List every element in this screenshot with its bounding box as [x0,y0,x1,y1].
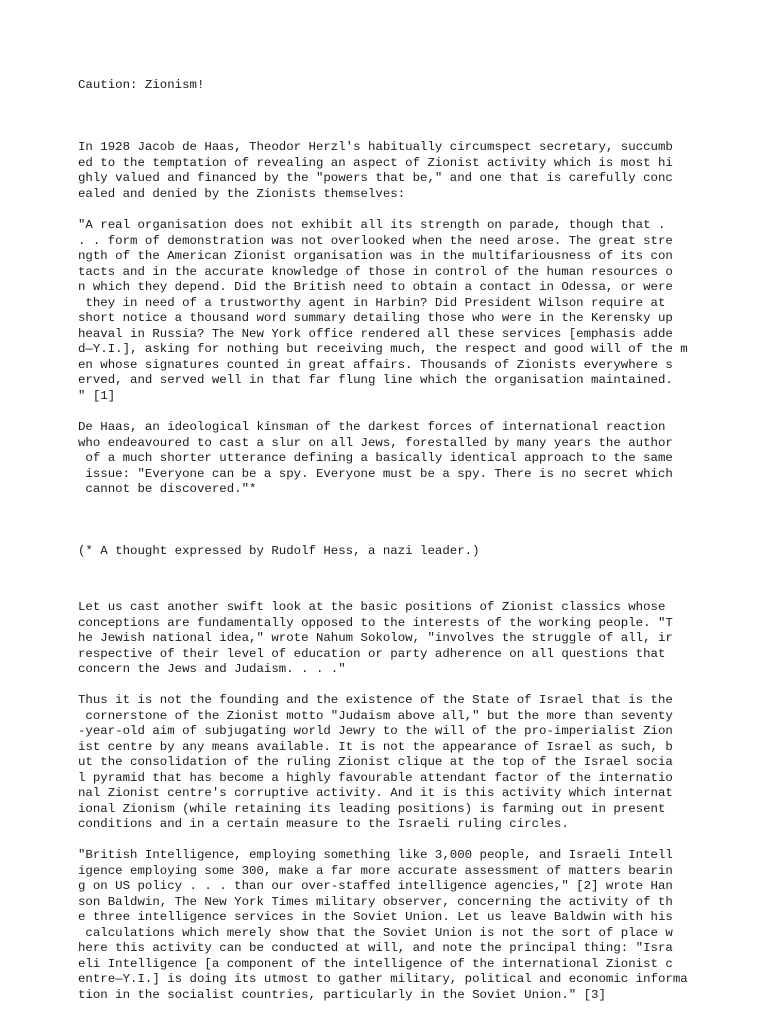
text-line: they in need of a trustworthy agent in Harbin? Did President Wilson require at [78,295,666,310]
text-line: " [1] [78,388,116,403]
text-line: son Baldwin, The New York Times military observer, concerning the activity of th [78,894,673,909]
text-line: . . form of demonstration was not overlooked when the need arose. The great stre [78,233,673,248]
text-line: tacts and in the accurate knowledge of those in control of the human resources o [78,264,673,279]
text-line: who endeavoured to cast a slur on all Jews, forestalled by many years the author [78,435,673,450]
text-line: ut the consolidation of the ruling Zionist clique at the top of the Israel socia [78,755,673,769]
text-line: "A real organisation does not exhibit all its strength on parade, though that . [78,218,666,232]
text-line: ngth of the American Zionist organisation was in the multifariousness of its con [78,249,673,263]
text-line: (* A thought expressed by Rudolf Hess, a nazi leader.) [78,544,480,558]
text-line: Thus it is not the founding and the existence of the State of Israel that is the [78,693,673,707]
text-line: g on US policy . . . than our over-staffed intelligence agencies," [2] wrote Han [78,879,673,893]
text-line: ghly valued and financed by the "powers that be," and one that is carefully conc [78,171,673,185]
text-line: nal Zionist centre's corruptive activity. And it is this activity which internat [78,786,673,800]
text-line: cornerstone of the Zionist motto "Judaism above all," but the more than seventy [78,708,673,723]
text-line: Let us cast another swift look at the basic positions of Zionist classics whose [78,600,666,614]
text-line: cannot be discovered."* [78,482,257,496]
text-line: De Haas, an ideological kinsman of the darkest forces of international reaction [78,420,666,434]
text-line: conditions and in a certain measure to the Israeli ruling circles. [78,817,569,831]
text-line: tion in the socialist countries, particularly in the Soviet Union." [3] [78,987,606,1002]
text-line: In 1928 Jacob de Haas, Theodor Herzl's habitually circumspect secretary, succumb [78,140,673,154]
text-line: of a much shorter utterance defining a basically identical approach to the same [78,451,673,465]
text-line: issue: "Everyone can be a spy. Everyone must be a spy. There is no secret which [78,466,673,481]
text-line: eli Intelligence [a component of the intelligence of the international Zionist c [78,956,673,971]
text-line: e three intelligence services in the Soviet Union. Let us leave Baldwin with his [78,910,673,924]
text-line: conceptions are fundamentally opposed to the interests of the working people. "T [78,615,673,630]
text-line: here this activity can be conducted at will, and note the principal thing: "Isra [78,941,673,955]
text-line: erved, and served well in that far flung line which the organisation maintained. [78,373,673,387]
text-line: ional Zionism (while retaining its leading positions) is farming out in present [78,801,666,816]
text-line: entre—Y.I.] is doing its utmost to gather military, political and economic informa [78,972,688,986]
text-line: -year-old aim of subjugating world Jewry to the will of the pro-imperialist Zion [78,724,673,738]
text-line: respective of their level of education or party adherence on all questions that [78,646,666,661]
document-title: Caution: Zionism! [78,78,205,92]
text-line: ist centre by any means available. It is not the appearance of Israel as such, b [78,739,673,754]
text-line: calculations which merely show that the Soviet Union is not the sort of place w [78,925,673,940]
text-line: heaval in Russia? The New York office rendered all these services [emphasis adde [78,326,673,341]
text-line: d—Y.I.], asking for nothing but receiving much, the respect and good will of the m [78,342,688,356]
text-line: ealed and denied by the Zionists themselves: [78,186,406,201]
text-line: l pyramid that has become a highly favourable attendant factor of the internatio [78,770,673,785]
text-line: n which they depend. Did the British need to obtain a contact in Odessa, or were [78,280,673,294]
text-line: igence employing some 300, make a far more accurate assessment of matters bearin [78,863,673,878]
text-line: "British Intelligence, employing something like 3,000 people, and Israeli Intell [78,848,673,862]
text-line: en whose signatures counted in great affairs. Thousands of Zionists everywhere s [78,357,673,372]
text-line: concern the Jews and Judaism. . . ." [78,662,346,676]
text-line: he Jewish national idea," wrote Nahum Sokolow, "involves the struggle of all, ir [78,631,673,645]
text-line: short notice a thousand word summary detailing those who were in the Kerensky up [78,311,673,325]
text-line: ed to the temptation of revealing an aspect of Zionist activity which is most hi [78,155,673,170]
